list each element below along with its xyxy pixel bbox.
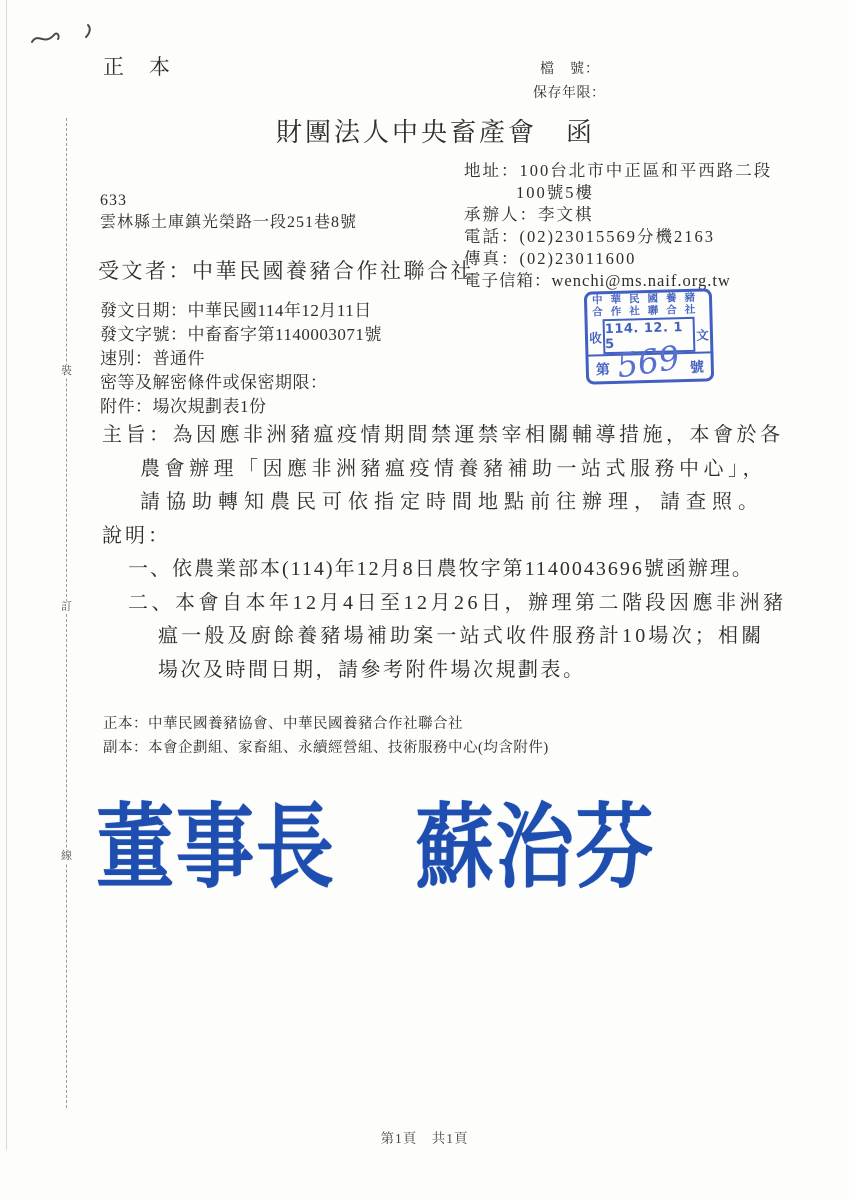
explanation-item-1: 一、依農業部本(114)年12月8日農牧字第1140043696號函辦理。: [128, 558, 754, 580]
pen-scribble-mark: [24, 20, 99, 56]
explanation-item-2-line-3: 場次及時間日期，請參考附件場次規劃表。: [158, 659, 586, 681]
distribution-original: 正本：中華民國養豬協會、中華民國養豬合作社聯合社: [103, 716, 463, 732]
chairman-signature-stamp: 董事長 蘇治芬: [96, 797, 656, 899]
security-classification: 密等及解密條件或保密期限：: [100, 373, 328, 392]
page-number-footer: 第1頁 共1頁: [380, 1131, 469, 1146]
priority-level: 速別：普通件: [100, 349, 205, 368]
document-title: 財團法人中央畜產會 函: [276, 118, 596, 147]
recipient-address: 雲林縣土庫鎮光榮路一段251巷8號: [100, 214, 358, 231]
sender-contact-person: 承辦人：李文棋: [464, 205, 594, 224]
sender-phone: 電話：(02)23015569分機2163: [464, 227, 715, 246]
sender-address-line-1: 地址：100台北市中正區和平西路二段: [464, 161, 773, 180]
binding-mark-zhuang: 裝: [61, 365, 72, 377]
stamp-received-date: 114. 12. 1 5: [603, 317, 696, 354]
stamp-doc-char: 文: [696, 327, 709, 343]
subject-line-1: 主旨：為因應非洲豬瘟疫情期間禁運禁宰相關輔導措施，本會於各: [102, 424, 784, 446]
attachment-note: 附件：場次規劃表1份: [100, 397, 267, 416]
sender-fax: 傳真：(02)23011600: [464, 249, 637, 268]
binding-mark-xian: 線: [61, 850, 72, 862]
explanation-item-2-line-1: 二、本會自本年12月4日至12月26日，辦理第二階段因應非洲豬: [128, 592, 787, 614]
stamp-number-suffix: 號: [689, 360, 705, 376]
subject-line-2: 農會辦理「因應非洲豬瘟疫情養豬補助一站式服務中心」，: [140, 458, 767, 480]
explanation-heading: 說明：: [102, 525, 171, 547]
binding-mark-ding: 訂: [61, 601, 72, 613]
copy-type-label: 正 本: [103, 55, 172, 79]
stamp-receive-char: 收: [589, 330, 602, 346]
receipt-stamp: [584, 288, 714, 384]
recipient-postal-code: 633: [100, 192, 127, 209]
stamp-org-text-2: 合作社聯合社: [592, 304, 704, 318]
stamp-org-text-1: 中華民國養豬: [591, 292, 704, 307]
issue-date: 發文日期：中華民國114年12月11日: [100, 301, 372, 320]
retention-period-label: 保存年限：: [533, 86, 606, 101]
explanation-item-2-line-2: 瘟一般及廚餘養豬場補助案一站式收件服務計10場次；相關: [158, 625, 765, 647]
sender-email: 電子信箱：wenchi@ms.naif.org.tw: [464, 271, 731, 290]
file-number-label: 檔 號：: [540, 62, 600, 77]
recipient-line: 受文者：中華民國養豬合作社聯合社: [98, 259, 474, 283]
sender-address-line-2: 100號5樓: [516, 183, 594, 202]
scan-edge-artifact: [6, 0, 7, 1150]
distribution-copies: 副本：本會企劃組、家畜組、永續經營組、技術服務中心(均含附件): [103, 740, 549, 756]
stamp-received-number: 569: [614, 337, 683, 386]
stamp-number-prefix: 第: [595, 362, 611, 378]
subject-line-3: 請協助轉知農民可依指定時間地點前往辦理，請查照。: [140, 491, 764, 513]
document-number: 發文字號：中畜畜字第1140003071號: [100, 325, 382, 344]
